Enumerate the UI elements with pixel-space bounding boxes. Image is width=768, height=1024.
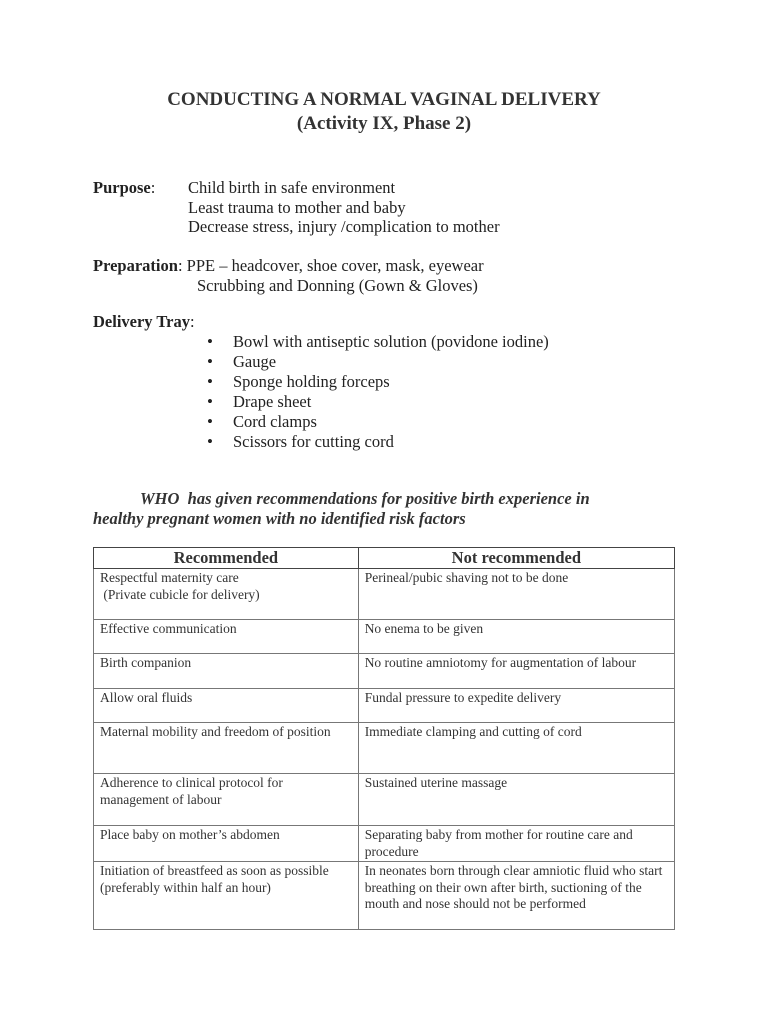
purpose-colon: : — [150, 178, 156, 197]
table-row — [94, 826, 675, 862]
purpose-section — [93, 178, 500, 237]
delivery-tray-colon: : — [190, 312, 195, 331]
who-statement-line-1: WHO has given recommendations for positive birth experience in — [140, 489, 590, 508]
header-not-recommended: Not recommended — [358, 548, 674, 569]
cell-text: Respectful maternity care — [100, 570, 239, 585]
table-row — [94, 689, 675, 723]
list-item: • Drape sheet — [207, 392, 549, 412]
table-row — [94, 654, 675, 689]
table-cell-not-recommended: Separating baby from mother for routine care and procedure — [358, 826, 674, 862]
table-cell-recommended: Adherence to clinical protocol for management of labour — [94, 774, 359, 826]
list-item: • Scissors for cutting cord — [207, 432, 549, 452]
table-row — [94, 569, 675, 620]
table-row — [94, 862, 675, 930]
table-cell-recommended: Effective communication — [94, 620, 359, 654]
table-cell-not-recommended: In neonates born through clear amniotic fluid who start breathing on their own after birth, suctioning of the mouth and nose should not be performed — [358, 862, 674, 930]
table-cell-recommended: Place baby on mother’s abdomen — [94, 826, 359, 862]
purpose-item: Least trauma to mother and baby — [188, 197, 406, 217]
purpose-label: Purpose — [93, 178, 151, 197]
table-cell-recommended: Allow oral fluids — [94, 689, 359, 723]
preparation-line-2: Scrubbing and Donning (Gown & Gloves) — [197, 275, 478, 295]
who-statement — [93, 489, 693, 529]
delivery-tray-section — [93, 312, 549, 451]
list-item: • Cord clamps — [207, 412, 549, 432]
preparation-section — [93, 256, 484, 295]
preparation-label: Preparation — [93, 256, 178, 275]
table-cell-not-recommended: Sustained uterine massage — [358, 774, 674, 826]
purpose-line-1 — [93, 178, 500, 198]
delivery-tray-list — [207, 332, 549, 452]
table-row — [94, 620, 675, 654]
purpose-item: Child birth in safe environment — [188, 178, 396, 197]
table-row — [94, 723, 675, 774]
list-item: • Bowl with antiseptic solution (povidone iodine) — [207, 332, 549, 352]
table-cell-not-recommended: Fundal pressure to expedite delivery — [358, 689, 674, 723]
table-cell-recommended: Initiation of breastfeed as soon as possible (preferably within half an hour) — [94, 862, 359, 930]
table-header-row — [94, 548, 675, 569]
table-cell-not-recommended: No routine amniotomy for augmentation of labour — [358, 654, 674, 689]
table-row — [94, 774, 675, 826]
cell-text: (Private cubicle for delivery) — [100, 586, 260, 602]
delivery-tray-label: Delivery Tray — [93, 312, 190, 331]
list-item: • Gauge — [207, 352, 549, 372]
table-cell-not-recommended: No enema to be given — [358, 620, 674, 654]
list-item: • Sponge holding forceps — [207, 372, 549, 392]
page-title: CONDUCTING A NORMAL VAGINAL DELIVERY — [167, 89, 601, 110]
table-cell-recommended: Birth companion — [94, 654, 359, 689]
header-recommended: Recommended — [94, 548, 359, 569]
table-cell-recommended — [94, 569, 359, 620]
recommendations-table — [93, 547, 675, 930]
table-cell-not-recommended: Perineal/pubic shaving not to be done — [358, 569, 674, 620]
who-statement-line-2: healthy pregnant women with no identified risk factors — [93, 509, 466, 528]
page-subtitle: (Activity IX, Phase 2) — [296, 113, 472, 134]
table-cell-recommended: Maternal mobility and freedom of position — [94, 723, 359, 774]
purpose-item: Decrease stress, injury /complication to mother — [188, 217, 500, 236]
preparation-line-1: : PPE – headcover, shoe cover, mask, eyewear — [177, 256, 484, 275]
table-cell-not-recommended: Immediate clamping and cutting of cord — [358, 723, 674, 774]
